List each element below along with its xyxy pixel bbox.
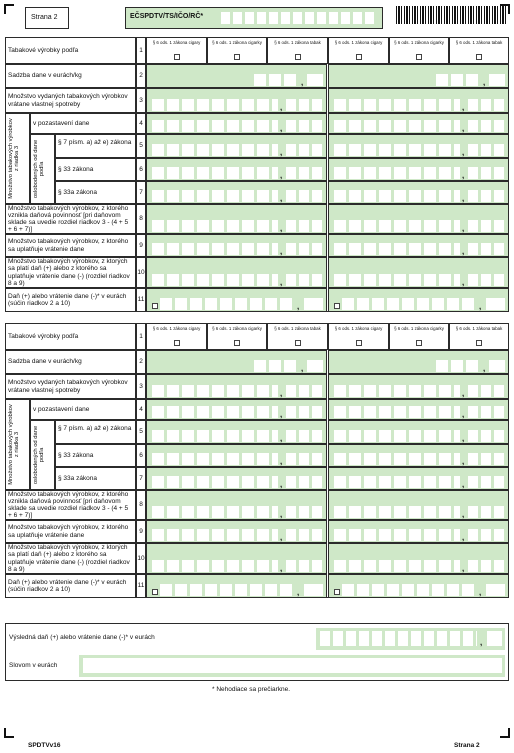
s2-row-10-boxes-2[interactable] xyxy=(334,560,460,572)
s2-col-check-4[interactable] xyxy=(356,340,362,346)
s1-row-6-comma-1: , xyxy=(280,171,283,180)
s1-row-3-label: Množstvo vydaných tabakových výrobkov vrátane vlastnej spotreby xyxy=(8,93,128,108)
id-boxes[interactable] xyxy=(221,12,377,24)
s2-col-check-5[interactable] xyxy=(416,340,422,346)
s1-row-8-boxes-2[interactable] xyxy=(334,220,460,232)
s2-row-9-label: Množstvo tabakových výrobkov, z ktorého sa uplatňuje vrátenie dane xyxy=(8,524,129,539)
s1-row-8-comma-1: , xyxy=(280,224,283,233)
s2-row-4-boxes-1[interactable] xyxy=(152,406,278,418)
s2-row-3-decimals-2[interactable] xyxy=(468,385,505,397)
s1-row-7-comma-1: , xyxy=(280,194,283,203)
s1-row-3-boxes-1[interactable] xyxy=(152,99,278,111)
s2-row-number-1: 1 xyxy=(139,332,143,340)
s2-row-11-comma-2: , xyxy=(479,588,482,597)
s1-row-2-field-2[interactable] xyxy=(328,64,509,88)
corner-mark-bottom-left-v xyxy=(4,728,6,738)
s2-row-5-comma-2: , xyxy=(462,434,465,443)
s1-row-4-label: v pozastavení dane xyxy=(33,119,90,127)
s1-col-check-6[interactable] xyxy=(476,54,482,60)
s2-row-6-decimals-1[interactable] xyxy=(286,453,323,465)
footnote: * Nehodiace sa prečiarkne. xyxy=(212,686,291,693)
s1-row-2-boxes-2[interactable] xyxy=(436,74,481,86)
s1-row-11-comma-2: , xyxy=(479,302,482,311)
s1-row-7-boxes-2[interactable] xyxy=(334,190,460,202)
s2-col-check-3[interactable] xyxy=(295,340,301,346)
s2-row-number-2: 2 xyxy=(139,358,143,365)
s2-row-3-comma-1: , xyxy=(280,389,283,398)
s2-row-7-boxes-2[interactable] xyxy=(334,476,460,488)
s2-row-11-boxes-2[interactable] xyxy=(342,584,477,596)
s1-row-4-decimals-1[interactable] xyxy=(286,120,323,132)
s1-row-8-label: Množstvo tabakových výrobkov, z ktorého vznikla daňová povinnosť [pri daňovom sklade sa uvedie rozdiel riadkov 3 - (4 + 5 + 6 + 7)] xyxy=(8,204,129,234)
s2-row-5-boxes-1[interactable] xyxy=(152,430,278,442)
s2-row-4-label: v pozastavení dane xyxy=(33,405,90,413)
s2-outer-side-label: Množstvo tabakových výrobkov z riadka 3 xyxy=(8,404,21,485)
s2-row-number-9: 9 xyxy=(139,527,143,535)
s2-row-6-comma-1: , xyxy=(280,457,283,466)
form-code: SPDTVv16 xyxy=(28,742,61,749)
s1-row-1-label: Tabakové výrobky podľa xyxy=(8,46,79,54)
s1-row-6-decimals-1[interactable] xyxy=(286,167,323,179)
s2-inner-side-label: oslobodených od dane podľa xyxy=(33,425,46,485)
s2-col-header-5: § 6 ods. 1 zákona cigarky xyxy=(394,326,444,331)
s1-row-3-decimals-2[interactable] xyxy=(468,99,505,111)
s2-row-2-cents-1[interactable] xyxy=(307,360,323,372)
s2-row-2-field-2[interactable] xyxy=(328,350,509,374)
s2-row-10-decimals-1[interactable] xyxy=(286,560,323,572)
s1-row-9-label: Množstvo tabakových výrobkov, z ktorého sa uplatňuje vrátenie dane xyxy=(8,238,129,253)
s1-row-3-decimals-1[interactable] xyxy=(286,99,323,111)
s2-row-10-label: Množstvo tabakových výrobkov, z ktorých sa platí daň (+) alebo z ktorého sa uplatňuje vrátenie dane (-) (rozdiel riadkov 8 a 9) xyxy=(8,544,130,573)
s2-row-3-comma-2: , xyxy=(462,389,465,398)
s2-row-number-4: 4 xyxy=(139,405,143,413)
s2-row-7-label: § 33a zákona xyxy=(58,474,98,482)
s2-col-check-1[interactable] xyxy=(174,340,180,346)
s2-row-4-comma-2: , xyxy=(462,410,465,419)
s2-col-header-6: § 6 ods. 1 zákona tabak xyxy=(455,326,503,331)
s1-row-number-10: 10 xyxy=(137,268,145,276)
s1-col-check-2[interactable] xyxy=(234,54,240,60)
s1-row-7-label: § 33a zákona xyxy=(58,188,98,196)
s2-row-8-comma-1: , xyxy=(280,510,283,519)
s2-row-number-5: 5 xyxy=(139,428,143,435)
s2-row-5-boxes-2[interactable] xyxy=(334,430,460,442)
s2-row-2-boxes-1[interactable] xyxy=(254,360,299,372)
s1-row-4-boxes-2[interactable] xyxy=(334,120,460,132)
s2-row-2-boxes-2[interactable] xyxy=(436,360,481,372)
s1-row-6-decimals-2[interactable] xyxy=(468,167,505,179)
s1-row-6-label: § 33 zákona xyxy=(58,165,94,173)
total-label: Výsledná daň (+) alebo vrátenie dane (-)* v eurách xyxy=(9,634,155,641)
s1-row-number-3: 3 xyxy=(139,96,143,104)
s2-row-10-boxes-1[interactable] xyxy=(152,560,278,572)
s2-row-6-label: § 33 zákona xyxy=(58,451,94,459)
s2-col-check-2[interactable] xyxy=(234,340,240,346)
s2-row-2-comma-2: , xyxy=(483,364,486,373)
s1-col-header-2: § 6 ods. 1 zákona cigarky xyxy=(212,40,262,45)
s2-row-3-label: Množstvo vydaných tabakových výrobkov vrátane vlastnej spotreby xyxy=(8,379,128,394)
s2-row-7-boxes-1[interactable] xyxy=(152,476,278,488)
s1-row-9-boxes-2[interactable] xyxy=(334,243,460,255)
s1-col-check-3[interactable] xyxy=(295,54,301,60)
s1-row-9-comma-1: , xyxy=(280,247,283,256)
s1-row-4-boxes-1[interactable] xyxy=(152,120,278,132)
s2-row-5-decimals-2[interactable] xyxy=(468,430,505,442)
s2-row-6-comma-2: , xyxy=(462,457,465,466)
s1-col-check-4[interactable] xyxy=(356,54,362,60)
s2-row-11-sign-2[interactable] xyxy=(334,589,340,595)
s2-row-6-boxes-1[interactable] xyxy=(152,453,278,465)
s2-row-number-11: 11 xyxy=(137,582,145,589)
s2-row-8-boxes-1[interactable] xyxy=(152,506,278,518)
corner-mark-top-right-v xyxy=(508,4,510,14)
s2-row-number-10: 10 xyxy=(137,554,145,562)
s1-col-header-5: § 6 ods. 1 zákona cigarky xyxy=(394,40,444,45)
s2-row-11-sign-1[interactable] xyxy=(152,589,158,595)
s2-row-11-cents-2[interactable] xyxy=(486,584,505,596)
s2-row-1-label: Tabakové výrobky podľa xyxy=(8,332,79,340)
total-cents[interactable] xyxy=(487,631,502,646)
s1-row-9-decimals-2[interactable] xyxy=(468,243,505,255)
s2-row-7-decimals-2[interactable] xyxy=(468,476,505,488)
s2-row-7-decimals-1[interactable] xyxy=(286,476,323,488)
s1-row-11-boxes-1[interactable] xyxy=(160,298,295,310)
s1-row-11-sign-1[interactable] xyxy=(152,303,158,309)
s2-row-number-3: 3 xyxy=(139,382,143,390)
s2-row-9-decimals-1[interactable] xyxy=(286,529,323,541)
s2-row-8-comma-2: , xyxy=(462,510,465,519)
id-label: EČSPDTV/TS/IČO/RČ* xyxy=(130,13,204,20)
s2-row-10-comma-2: , xyxy=(462,564,465,573)
s2-row-5-comma-1: , xyxy=(280,434,283,443)
s2-row-2-cents-2[interactable] xyxy=(489,360,505,372)
s2-col-check-6[interactable] xyxy=(476,340,482,346)
s2-row-3-decimals-1[interactable] xyxy=(286,385,323,397)
s2-row-number-7: 7 xyxy=(139,474,143,482)
s1-col-check-5[interactable] xyxy=(416,54,422,60)
corner-mark-bottom-right-v xyxy=(508,728,510,738)
s2-col-header-4: § 6 ods. 1 zákona cigary xyxy=(334,326,383,331)
s1-row-number-8: 8 xyxy=(139,215,143,222)
s2-row-11-comma-1: , xyxy=(297,588,300,597)
s2-row-7-comma-1: , xyxy=(280,480,283,489)
s2-row-4-comma-1: , xyxy=(280,410,283,419)
s2-row-11-boxes-1[interactable] xyxy=(160,584,295,596)
s1-row-9-boxes-1[interactable] xyxy=(152,243,278,255)
s1-row-2-field-1[interactable] xyxy=(146,64,327,88)
s2-row-11-cents-1[interactable] xyxy=(304,584,323,596)
s2-row-4-decimals-1[interactable] xyxy=(286,406,323,418)
barcode xyxy=(396,6,508,24)
s2-row-2-field-1[interactable] xyxy=(146,350,327,374)
s1-row-number-7: 7 xyxy=(139,188,143,196)
s1-row-5-label: § 7 písm. a) až e) zákona xyxy=(58,138,132,146)
words-label: Slovom v eurách xyxy=(9,662,58,669)
s2-row-10-decimals-2[interactable] xyxy=(468,560,505,572)
s2-row-11-label: Daň (+) alebo vrátenie dane (-)* v eurách (súčin riadkov 2 a 10) xyxy=(8,578,127,593)
s1-row-11-cents-1[interactable] xyxy=(304,298,323,310)
s1-row-7-comma-2: , xyxy=(462,194,465,203)
s2-row-9-boxes-1[interactable] xyxy=(152,529,278,541)
s1-row-2-cents-2[interactable] xyxy=(489,74,505,86)
s2-row-2-comma-1: , xyxy=(301,364,304,373)
s2-row-6-boxes-2[interactable] xyxy=(334,453,460,465)
s1-row-7-decimals-1[interactable] xyxy=(286,190,323,202)
s1-row-10-comma-2: , xyxy=(462,278,465,287)
s1-row-number-2: 2 xyxy=(139,72,143,79)
s1-row-4-comma-1: , xyxy=(280,124,283,133)
s2-row-5-label-cell xyxy=(55,420,136,444)
s1-row-7-decimals-2[interactable] xyxy=(468,190,505,202)
s1-row-4-decimals-2[interactable] xyxy=(468,120,505,132)
s1-row-11-label: Daň (+) alebo vrátenie dane (-)* v eurách (súčin riadkov 2 a 10) xyxy=(8,292,127,307)
s2-row-3-boxes-1[interactable] xyxy=(152,385,278,397)
page-label: Strana 2 xyxy=(31,14,58,21)
s1-row-5-decimals-2[interactable] xyxy=(468,144,505,156)
s1-row-5-decimals-1[interactable] xyxy=(286,144,323,156)
s1-row-10-boxes-2[interactable] xyxy=(334,274,460,286)
s2-row-9-boxes-2[interactable] xyxy=(334,529,460,541)
s1-row-11-cents-2[interactable] xyxy=(486,298,505,310)
s2-row-8-decimals-2[interactable] xyxy=(468,506,505,518)
s1-row-10-comma-1: , xyxy=(280,278,283,287)
s1-col-header-3: § 6 ods. 1 zákona tabak xyxy=(274,40,321,45)
s1-row-4-comma-2: , xyxy=(462,124,465,133)
s2-row-8-boxes-2[interactable] xyxy=(334,506,460,518)
s2-row-8-label: Množstvo tabakových výrobkov, z ktorého vznikla daňová povinnosť [pri daňovom sklade sa uvedie rozdiel riadkov 3 - (4 + 5 + 6 + 7)] xyxy=(8,490,129,520)
corner-mark-top-left-v xyxy=(4,4,6,14)
s1-row-2-cents-1[interactable] xyxy=(307,74,323,86)
s2-row-2-label: Sadzba dane v eurách/kg xyxy=(8,358,82,366)
s1-row-10-label: Množstvo tabakových výrobkov, z ktorých sa platí daň (+) alebo z ktorého sa uplatňuje vrátenie dane (-) (rozdiel riadkov 8 a 9) xyxy=(8,258,130,287)
s1-row-8-decimals-1[interactable] xyxy=(286,220,323,232)
s2-row-3-boxes-2[interactable] xyxy=(334,385,460,397)
s1-row-3-boxes-2[interactable] xyxy=(334,99,460,111)
s2-col-header-2: § 6 ods. 1 zákona cigarky xyxy=(212,326,262,331)
s1-row-6-boxes-2[interactable] xyxy=(334,167,460,179)
footer-page: Strana 2 xyxy=(454,742,480,749)
s1-row-2-label: Sadzba dane v eurách/kg xyxy=(8,72,82,80)
s2-row-7-comma-2: , xyxy=(462,480,465,489)
s2-row-5-decimals-1[interactable] xyxy=(286,430,323,442)
s1-row-2-comma-2: , xyxy=(483,78,486,87)
s1-row-9-comma-2: , xyxy=(462,247,465,256)
s2-row-number-6: 6 xyxy=(139,451,143,459)
s1-col-header-4: § 6 ods. 1 zákona cigary xyxy=(334,40,383,45)
s2-row-5-label: § 7 písm. a) až e) zákona xyxy=(58,424,132,432)
s1-row-10-decimals-1[interactable] xyxy=(286,274,323,286)
s1-row-number-4: 4 xyxy=(139,119,143,127)
s1-row-8-decimals-2[interactable] xyxy=(468,220,505,232)
s1-row-3-comma-1: , xyxy=(280,103,283,112)
s1-row-7-boxes-1[interactable] xyxy=(152,190,278,202)
s1-row-8-boxes-1[interactable] xyxy=(152,220,278,232)
s1-row-11-sign-2[interactable] xyxy=(334,303,340,309)
total-comma: , xyxy=(480,638,483,647)
s1-outer-side-label: Množstvo tabakových výrobkov z riadka 3 xyxy=(8,118,21,199)
s1-row-11-comma-1: , xyxy=(297,302,300,311)
s2-row-number-8: 8 xyxy=(139,501,143,508)
s1-row-6-boxes-1[interactable] xyxy=(152,167,278,179)
s1-row-9-decimals-1[interactable] xyxy=(286,243,323,255)
s1-row-5-boxes-1[interactable] xyxy=(152,144,278,156)
s1-row-3-comma-2: , xyxy=(462,103,465,112)
s1-row-number-5: 5 xyxy=(139,142,143,149)
s1-row-2-boxes-1[interactable] xyxy=(254,74,299,86)
words-input[interactable] xyxy=(83,658,502,673)
s1-row-10-decimals-2[interactable] xyxy=(468,274,505,286)
s1-row-5-label-cell xyxy=(55,134,136,158)
s1-row-6-comma-2: , xyxy=(462,171,465,180)
s1-col-header-6: § 6 ods. 1 zákona tabak xyxy=(455,40,503,45)
s1-row-number-9: 9 xyxy=(139,241,143,249)
s1-row-5-comma-2: , xyxy=(462,148,465,157)
s1-row-number-6: 6 xyxy=(139,165,143,173)
s1-row-number-1: 1 xyxy=(139,46,143,54)
s1-col-header-1: § 6 ods. 1 zákona cigary xyxy=(152,40,201,45)
s2-col-header-3: § 6 ods. 1 zákona tabak xyxy=(274,326,321,331)
s1-col-check-1[interactable] xyxy=(174,54,180,60)
s1-row-5-comma-1: , xyxy=(280,148,283,157)
s1-row-8-comma-2: , xyxy=(462,224,465,233)
total-boxes[interactable] xyxy=(320,631,477,646)
s1-row-number-11: 11 xyxy=(137,296,145,303)
s2-row-4-decimals-2[interactable] xyxy=(468,406,505,418)
s2-row-6-decimals-2[interactable] xyxy=(468,453,505,465)
s2-row-10-comma-1: , xyxy=(280,564,283,573)
s2-col-header-1: § 6 ods. 1 zákona cigary xyxy=(152,326,201,331)
s2-row-9-comma-2: , xyxy=(462,533,465,542)
s1-row-11-boxes-2[interactable] xyxy=(342,298,477,310)
s1-row-2-comma-1: , xyxy=(301,78,304,87)
s1-row-10-boxes-1[interactable] xyxy=(152,274,278,286)
s2-row-4-boxes-2[interactable] xyxy=(334,406,460,418)
s2-row-9-decimals-2[interactable] xyxy=(468,529,505,541)
s1-inner-side-label: oslobodených od dane podľa xyxy=(33,139,46,199)
s1-row-5-boxes-2[interactable] xyxy=(334,144,460,156)
s2-row-9-comma-1: , xyxy=(280,533,283,542)
s2-row-8-decimals-1[interactable] xyxy=(286,506,323,518)
